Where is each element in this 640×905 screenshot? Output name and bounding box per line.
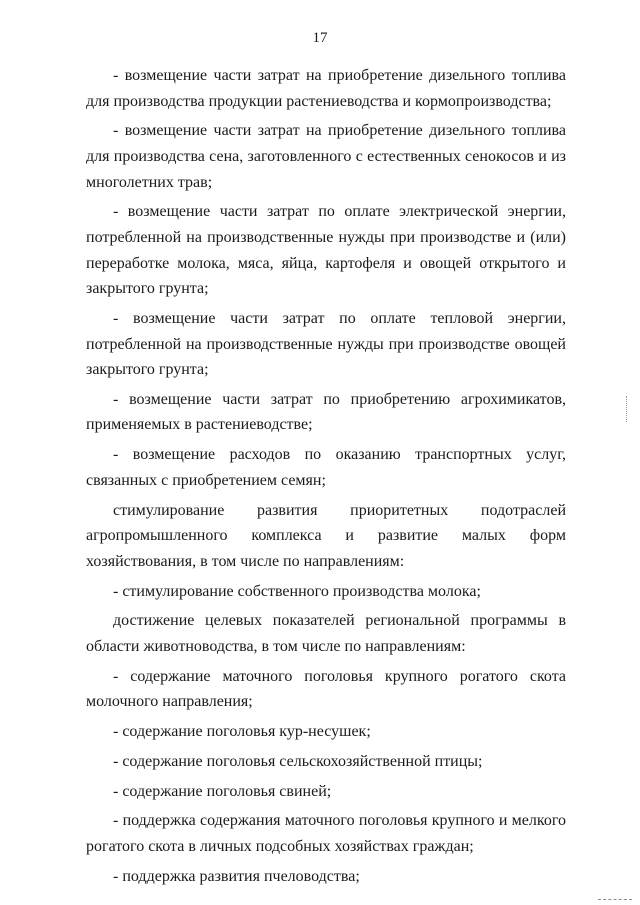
- page-number: 17: [312, 30, 328, 46]
- paragraph: - возмещение части затрат на приобретение дизельного топлива для производства сена, заготовленного с естественных сенокосов и из многолетних трав;: [86, 122, 566, 191]
- paragraph: достижение целевых показателей региональной программы в области животноводства, в том числе по направлениям:: [86, 612, 566, 655]
- paragraph: - возмещение части затрат по оплате тепловой энергии, потребленной на производственные нужды при производстве овощей закрытого грунта;: [86, 309, 566, 379]
- paragraph: - возмещение части затрат по оплате электрической энергии, потребленной на производственные нужды при производстве и (или) переработке молока, мяса, яйца, картофеля и овощей открытого и закрытого грунта;: [86, 203, 566, 298]
- paragraph: - возмещение расходов по оказанию транспортных услуг, связанных с приобретением семян;: [86, 446, 566, 489]
- paragraph: стимулирование развития приоритетных подотраслей агропромышленного комплекса и развитие малых форм хозяйствования, в том числе по направлениям:: [86, 501, 566, 570]
- paragraph: - стимулирование собственного производства молока;: [113, 582, 481, 600]
- paragraph: - поддержка развития пчеловодства;: [113, 867, 360, 885]
- paragraph: - содержание поголовья свиней;: [113, 782, 332, 800]
- scan-artifact-mark: [626, 396, 630, 422]
- paragraph: - содержание маточного поголовья крупного рогатого скота молочного направления;: [86, 667, 566, 711]
- document-body: [86, 63, 566, 894]
- paragraph: - содержание поголовья кур-несушек;: [113, 723, 371, 741]
- paragraph: - содержание поголовья сельскохозяйственной птицы;: [113, 752, 483, 770]
- scan-artifact-mark: [598, 899, 632, 902]
- paragraph: - возмещение части затрат по приобретению агрохимикатов, применяемых в растениеводстве;: [86, 390, 566, 434]
- paragraph: - поддержка содержания маточного поголовья крупного и мелкого рогатого скота в личных подсобных хозяйствах граждан;: [86, 812, 566, 856]
- paragraph: - возмещение части затрат на приобретение дизельного топлива для производства продукции растениеводства и кормопроизводства;: [86, 67, 566, 110]
